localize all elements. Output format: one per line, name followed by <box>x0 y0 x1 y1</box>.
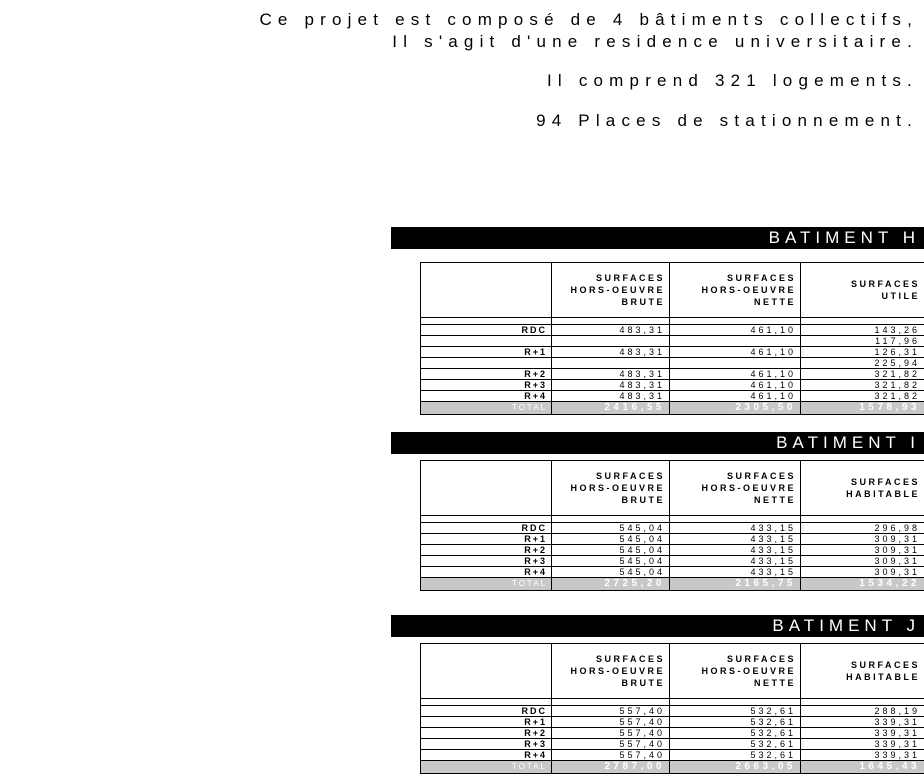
header-cell-empty <box>421 263 552 318</box>
level-label <box>421 358 552 369</box>
surface-value: 339,31 <box>801 739 924 750</box>
column-header: SURFACES HORS-OEUVRE NETTE <box>670 263 801 318</box>
column-header: SURFACES HABITABLE <box>801 461 924 516</box>
total-row <box>421 761 924 774</box>
header-cell-empty <box>421 461 552 516</box>
surface-value: 126,31 <box>801 347 924 358</box>
table-row <box>421 369 924 380</box>
surface-value: 557,40 <box>552 717 670 728</box>
surface-value <box>670 336 801 347</box>
surface-value: 321,82 <box>801 391 924 402</box>
surface-value: 433,15 <box>670 545 801 556</box>
surface-value: 483,31 <box>552 369 670 380</box>
level-label: R+3 <box>421 739 552 750</box>
surface-value: 545,04 <box>552 523 670 534</box>
column-header: SURFACES HABITABLE <box>801 644 924 699</box>
table-header-row <box>421 263 924 318</box>
table-row <box>421 523 924 534</box>
surface-value: 309,31 <box>801 556 924 567</box>
table-row <box>421 347 924 358</box>
surface-value: 461,10 <box>670 380 801 391</box>
surface-value: 545,04 <box>552 534 670 545</box>
surface-value: 545,04 <box>552 556 670 567</box>
surface-value: 483,31 <box>552 391 670 402</box>
surface-value <box>670 358 801 369</box>
column-header: SURFACES HORS-OEUVRE NETTE <box>670 644 801 699</box>
surface-value: 143,26 <box>801 325 924 336</box>
intro-line-2: Il s'agit d'une residence universitaire. <box>392 32 918 51</box>
surface-value: 483,31 <box>552 325 670 336</box>
column-header: SURFACES UTILE <box>801 263 924 318</box>
building-section <box>391 227 924 413</box>
building-title: BATIMENT H <box>391 227 924 249</box>
table-header-row <box>421 644 924 699</box>
total-value: 1534,22 <box>801 578 924 591</box>
table-row <box>421 717 924 728</box>
surface-value: 532,61 <box>670 728 801 739</box>
surface-value: 309,31 <box>801 567 924 578</box>
total-value: 2787,00 <box>552 761 670 774</box>
level-label <box>421 336 552 347</box>
surface-value: 483,31 <box>552 347 670 358</box>
surface-table <box>420 460 924 591</box>
surface-value: 117,96 <box>801 336 924 347</box>
level-label: R+2 <box>421 728 552 739</box>
surface-value: 296,98 <box>801 523 924 534</box>
column-header: SURFACES HORS-OEUVRE BRUTE <box>552 644 670 699</box>
table-row <box>421 739 924 750</box>
total-value: 1645,43 <box>801 761 924 774</box>
surface-value: 433,15 <box>670 534 801 545</box>
surface-value: 309,31 <box>801 545 924 556</box>
total-row <box>421 578 924 591</box>
surface-value: 225,94 <box>801 358 924 369</box>
header-cell-empty <box>421 644 552 699</box>
table-row <box>421 706 924 717</box>
surface-value: 532,61 <box>670 706 801 717</box>
column-header: SURFACES HORS-OEUVRE BRUTE <box>552 263 670 318</box>
surface-value: 461,10 <box>670 391 801 402</box>
surface-value: 545,04 <box>552 545 670 556</box>
surface-value: 309,31 <box>801 534 924 545</box>
level-label: R+1 <box>421 717 552 728</box>
surface-value: 339,31 <box>801 728 924 739</box>
surface-value <box>552 336 670 347</box>
building-title: BATIMENT I <box>391 432 924 454</box>
building-section <box>391 615 924 772</box>
level-label: R+4 <box>421 750 552 761</box>
surface-table <box>420 262 924 415</box>
surface-value: 483,31 <box>552 380 670 391</box>
surface-value: 433,15 <box>670 567 801 578</box>
column-header: SURFACES HORS-OEUVRE BRUTE <box>552 461 670 516</box>
column-header: SURFACES HORS-OEUVRE NETTE <box>670 461 801 516</box>
table-row <box>421 358 924 369</box>
building-section <box>391 432 924 589</box>
level-label: RDC <box>421 706 552 717</box>
intro-line-4: 94 Places de stationnement. <box>536 111 918 130</box>
surface-value: 532,61 <box>670 717 801 728</box>
building-title: BATIMENT J <box>391 615 924 637</box>
total-value: 2725,20 <box>552 578 670 591</box>
surface-value: 557,40 <box>552 706 670 717</box>
table-row <box>421 545 924 556</box>
surface-value: 339,31 <box>801 717 924 728</box>
surface-value: 532,61 <box>670 750 801 761</box>
level-label: RDC <box>421 523 552 534</box>
total-label: TOTAL <box>421 578 552 591</box>
level-label: R+3 <box>421 380 552 391</box>
level-label: R+1 <box>421 534 552 545</box>
level-label: R+3 <box>421 556 552 567</box>
surface-value: 557,40 <box>552 750 670 761</box>
level-label: RDC <box>421 325 552 336</box>
table-row <box>421 336 924 347</box>
total-value: 2165,75 <box>670 578 801 591</box>
surface-value: 545,04 <box>552 567 670 578</box>
surface-value: 461,10 <box>670 369 801 380</box>
surface-value: 532,61 <box>670 739 801 750</box>
table-row <box>421 556 924 567</box>
total-value: 2305,50 <box>670 402 801 415</box>
surface-value: 288,19 <box>801 706 924 717</box>
total-row <box>421 402 924 415</box>
surface-value: 321,82 <box>801 380 924 391</box>
total-value: 2663,05 <box>670 761 801 774</box>
table-row <box>421 391 924 402</box>
table-row <box>421 380 924 391</box>
total-label: TOTAL <box>421 402 552 415</box>
total-value: 1578,93 <box>801 402 924 415</box>
surface-value: 321,82 <box>801 369 924 380</box>
table-row <box>421 728 924 739</box>
table-row <box>421 750 924 761</box>
surface-value: 339,31 <box>801 750 924 761</box>
level-label: R+1 <box>421 347 552 358</box>
total-value: 2416,55 <box>552 402 670 415</box>
table-row <box>421 567 924 578</box>
table-row <box>421 325 924 336</box>
table-row <box>421 534 924 545</box>
level-label: R+4 <box>421 391 552 402</box>
surface-value: 461,10 <box>670 347 801 358</box>
surface-value: 433,15 <box>670 523 801 534</box>
level-label: R+2 <box>421 545 552 556</box>
surface-table <box>420 643 924 774</box>
table-header-row <box>421 461 924 516</box>
surface-value: 557,40 <box>552 728 670 739</box>
surface-value: 461,10 <box>670 325 801 336</box>
surface-value <box>552 358 670 369</box>
intro-line-1: Ce projet est composé de 4 bâtiments collectifs, <box>259 10 918 29</box>
intro-line-3: Il comprend 321 logements. <box>547 71 918 90</box>
total-label: TOTAL <box>421 761 552 774</box>
level-label: R+2 <box>421 369 552 380</box>
surface-value: 557,40 <box>552 739 670 750</box>
level-label: R+4 <box>421 567 552 578</box>
surface-value: 433,15 <box>670 556 801 567</box>
